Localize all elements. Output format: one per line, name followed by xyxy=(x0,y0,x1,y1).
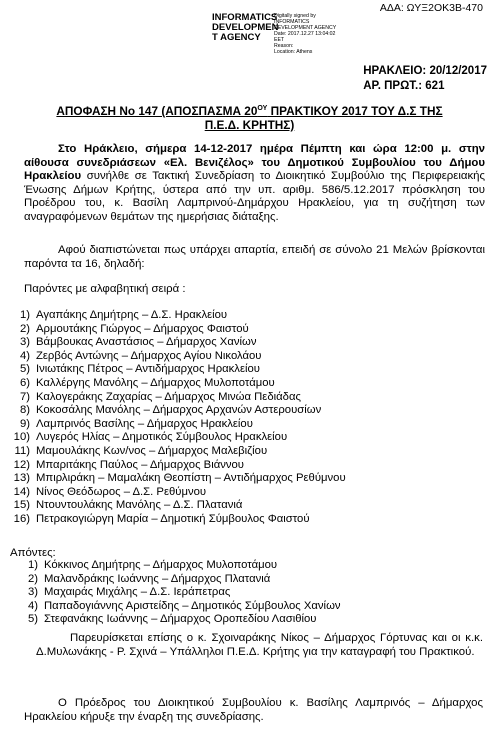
list-item-number: 15) xyxy=(13,499,30,512)
list-item-text: Μπιρλιράκη – Μαμαλάκη Θεοπίστη – Αντιδήμαρχος Ρεθύμνου xyxy=(36,472,346,485)
list-item-number: 4) xyxy=(19,349,30,362)
present-list xyxy=(10,309,346,527)
list-item-number: 6) xyxy=(19,376,30,389)
list-item-number: 8) xyxy=(19,404,30,417)
also-present-paragraph: Παρευρίσκεται επίσης ο κ. Σχοιναράκης Νίκος – Δήμαρχος Γόρτυνας και οι κ.κ. Δ.Μυλωνάκης - Ρ. Σχινά – Υπάλληλοι Π.Ε.Δ. Κρήτης για την καταγραφή του Πρακτικού. xyxy=(36,632,483,658)
quorum-paragraph: Αφού διαπιστώνεται πως υπάρχει απαρτία, επειδή σε σύνολο 21 Μελών βρίσκονται παρόντα τα 16, δηλαδή: xyxy=(24,244,485,270)
list-item xyxy=(10,309,346,323)
list-item-text: Κόκκινος Δημήτρης – Δήμαρχος Μυλοποτάμου xyxy=(44,559,278,571)
list-item-text: Λυγερός Ηλίας – Δημοτικός Σύμβουλος Ηρακλείου xyxy=(36,431,288,444)
list-item-number: 3) xyxy=(19,336,30,349)
list-item-text: Μαμουλάκης Κων/νος – Δήμαρχος Μαλεβιζίου xyxy=(36,444,268,457)
closing-paragraph: Ο Πρόεδρος του Διοικητικού Συμβουλίου κ. Βασίλης Λαμπρινός – Δήμαρχος Ηρακλείου κήρυξε την έναρξη της συνεδρίασης. xyxy=(24,697,483,723)
list-item-number: 12) xyxy=(13,458,30,471)
list-item xyxy=(10,323,346,337)
list-item xyxy=(10,499,346,513)
list-item xyxy=(10,391,346,405)
list-item-text: Αρμουτάκης Γιώργος – Δήμαρχος Φαιστού xyxy=(36,322,249,335)
list-item-text: Αγαπάκης Δημήτρης – Δ.Σ. Ηρακλείου xyxy=(36,309,228,321)
document-meta xyxy=(363,64,487,94)
list-item xyxy=(10,445,346,459)
signature-issuer: INFORMATICS DEVELOPMEN T AGENCY xyxy=(212,12,279,43)
list-item-number: 11) xyxy=(14,444,30,457)
list-item xyxy=(10,418,346,432)
list-item-text: Πετρακογιώργη Μαρία – Δημοτική Σύμβουλος Φαιστού xyxy=(36,512,310,525)
list-item xyxy=(10,431,346,445)
decision-title: ΑΠΟΦΑΣΗ Νο 147 (ΑΠΟΣΠΑΣΜΑ $20^{O\Upsilon}$ ΠΡΑΚΤΙΚΟΥ 2017 ΤΟΥ Δ.Σ ΤΗΣ Π.Ε.Δ. ΚΡΗΤΗΣ) xyxy=(56,103,443,132)
list-item-number: 1) xyxy=(27,559,38,571)
list-item-text: Στεφανάκης Ιωάννης – Δήμαρχος Οροπεδίου Λασιθίου xyxy=(44,613,317,626)
protocol-number: ΑΡ. ΠΡΩΤ.: 621 xyxy=(363,80,445,92)
digital-signature xyxy=(212,13,482,55)
list-item-text: Μαλανδράκης Ιωάννης – Δήμαρχος Πλατανιά xyxy=(44,572,271,585)
list-item xyxy=(10,350,346,364)
list-item-number: 5) xyxy=(19,363,30,376)
list-item xyxy=(18,613,341,627)
list-item-number: 1) xyxy=(19,309,30,321)
list-item xyxy=(10,363,346,377)
list-item-text: Καλλέργης Μανόλης – Δήμαρχος Μυλοποτάμου xyxy=(36,376,275,389)
list-item-number: 14) xyxy=(13,485,30,498)
absent-list xyxy=(18,559,341,627)
list-item-text: Νίνος Θεόδωρος – Δ.Σ. Ρεθύμνου xyxy=(36,485,207,498)
list-item xyxy=(10,377,346,391)
list-item-text: Μπαριτάκης Παύλος – Δήμαρχος Βιάννου xyxy=(36,458,244,471)
list-item-number: 2) xyxy=(27,572,38,585)
list-item-text: Λαμπρινός Βασίλης – Δήμαρχος Ηρακλείου xyxy=(36,417,253,430)
document-date: ΗΡΑΚΛΕΙΟ: 20/12/2017 xyxy=(363,65,487,77)
list-item-number: 13) xyxy=(13,472,30,485)
list-item-number: 3) xyxy=(27,586,38,599)
list-item-text: Ινιωτάκης Πέτρος – Αντιδήμαρχος Ηρακλείου xyxy=(36,363,260,376)
list-item xyxy=(10,404,346,418)
list-item xyxy=(18,586,341,600)
list-item-text: Καλογεράκης Ζαχαρίας – Δήμαρχος Μινώα Πεδιάδας xyxy=(36,390,301,403)
list-item xyxy=(10,486,346,500)
list-item-number: 10) xyxy=(13,431,30,444)
list-item xyxy=(10,513,346,527)
list-item xyxy=(10,459,346,473)
list-item-text: Ζερβός Αντώνης – Δήμαρχος Αγίου Νικολάου xyxy=(36,349,262,362)
absent-heading: Απόντες: xyxy=(10,547,56,559)
list-item-number: 2) xyxy=(19,322,30,335)
list-item xyxy=(10,336,346,350)
signature-details: Digitally signed by INFORMATICS DEVELOPMENT AGENCY Date: 2017.12.27 13:04:02 EET Reason: Location: Athens xyxy=(274,13,337,55)
list-item xyxy=(10,472,346,486)
ada-code: ΑΔΑ: ΩΥΞ2ΟΚ3Β-470 xyxy=(379,2,483,14)
list-item-number: 7) xyxy=(19,390,30,403)
list-item-number: 5) xyxy=(27,613,38,626)
list-item-text: Βάμβουκας Αναστάσιος – Δήμαρχος Χανίων xyxy=(36,336,257,349)
list-item-number: 9) xyxy=(19,417,30,430)
list-item-number: 16) xyxy=(13,512,30,525)
list-item-text: Μαχαιράς Μιχάλης – Δ.Σ. Ιεράπετρας xyxy=(44,586,231,599)
list-item xyxy=(18,600,341,614)
list-item xyxy=(18,559,341,573)
list-item-text: Ντουντουλάκης Μανόλης – Δ.Σ. Πλατανιά xyxy=(36,499,243,512)
list-item-number: 4) xyxy=(27,599,38,612)
list-item-text: Κοκοσάλης Μανόλης – Δήμαρχος Αρχανών Αστερουσίων xyxy=(36,404,322,417)
intro-paragraph: Στο Ηράκλειο, σήμερα 14-12-2017 ημέρα Πέμπτη και ώρα 12:00 μ. στην αίθουσα συνεδριάσεων «Ελ. Βενιζέλος» του Δημοτικού Συμβουλίου του Δήμου Ηρακλείου συνήλθε σε Τακτική Συνεδρίαση το Διοικητικό Συμβούλιο της Περιφερειακής Ένωσης Δήμων Κρήτης, ύστερα από την υπ. αριθμ. 586/5.12.2017 πρόσκληση του Προέδρου του, κ. Βασίλη Λαμπρινού-Δημάρχου Ηρακλείου, για τη συζήτηση των αναγραφόμενων θεμάτων της ημερήσιας διάταξης. xyxy=(24,143,485,223)
present-heading: Παρόντες με αλφαβητική σειρά : xyxy=(24,283,186,295)
list-item-text: Παπαδογιάννης Αριστείδης – Δημοτικός Σύμβουλος Χανίων xyxy=(44,599,341,612)
list-item xyxy=(18,573,341,587)
